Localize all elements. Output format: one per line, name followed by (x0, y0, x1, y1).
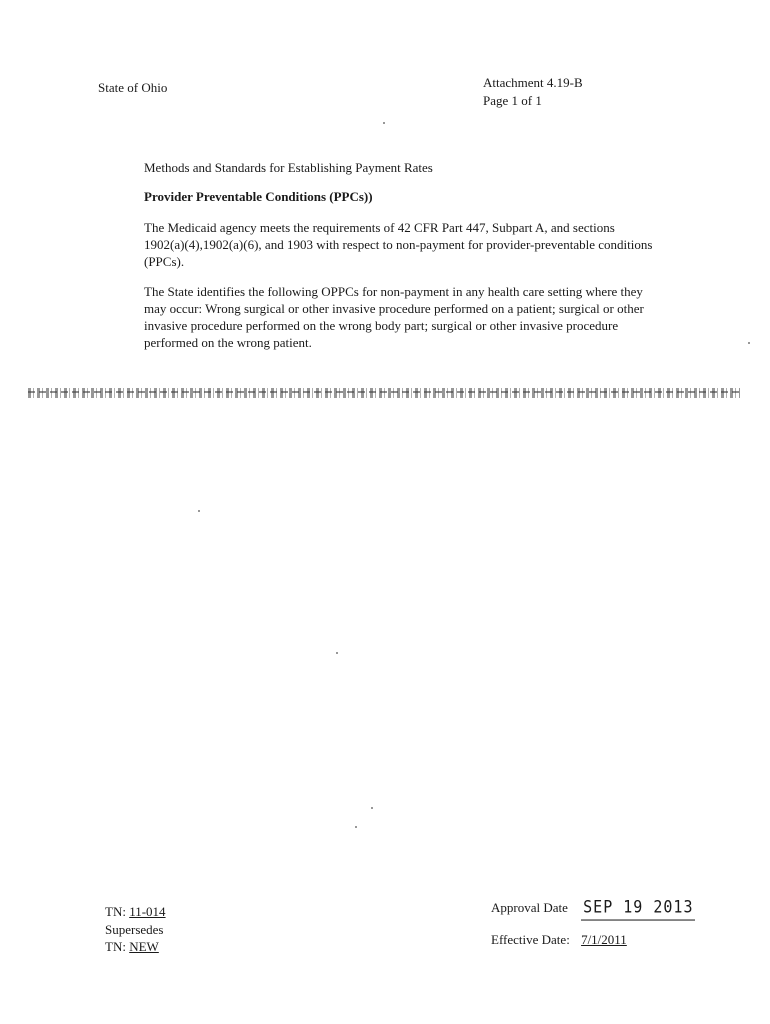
scan-speck (355, 826, 357, 828)
tn-label: TN: (105, 904, 126, 919)
page-number: Page 1 of 1 (483, 92, 542, 108)
tn-superseded-label: TN: (105, 939, 126, 955)
scan-speck (748, 342, 750, 344)
scan-speck (383, 122, 385, 124)
approval-date-line (491, 898, 695, 919)
scan-speck (336, 652, 338, 654)
attachment-number: Attachment 4.19-B (483, 75, 583, 90)
scan-speck (371, 807, 373, 809)
fax-transmission-line-detail (28, 391, 740, 393)
effective-date-label: Effective Date: (491, 932, 570, 947)
document-body (144, 160, 654, 366)
attachment-block (483, 74, 583, 109)
fax-transmission-line (28, 388, 740, 398)
tn-value: 11-014 (129, 904, 166, 919)
tn-superseded-value: NEW (129, 939, 159, 955)
effective-date-value: 7/1/2011 (581, 932, 627, 947)
paragraph-requirements: The Medicaid agency meets the requirements of 42 CFR Part 447, Subpart A, and sections 1902(a)(4),1902(a)(6), and 1903 with respect to non-payment for provider-preventable conditions (PPCs). (144, 219, 653, 269)
document-title: Methods and Standards for Establishing Payment Rates (144, 160, 433, 175)
paragraph-oppcs: The State identifies the following OPPCs for non-payment in any health care setting where they may occur: Wrong surgical or other invasive procedure performed on a patient; surgical or other invasive procedure performed on the wrong body part; surgical or other invasive procedure performed on the wrong patient. (144, 284, 644, 351)
section-heading: Provider Preventable Conditions (PPCs)) (144, 188, 373, 204)
transmittal-block (105, 903, 166, 956)
tn-line (105, 903, 166, 921)
approval-date-label: Approval Date (491, 900, 568, 915)
effective-date-line (491, 932, 627, 949)
supersedes-label: Supersedes (105, 921, 164, 937)
scan-speck (198, 510, 200, 512)
state-name: State of Ohio (98, 80, 168, 95)
approval-date-stamp: SEP 19 2013 (581, 896, 695, 920)
tn-superseded-line (105, 938, 166, 956)
